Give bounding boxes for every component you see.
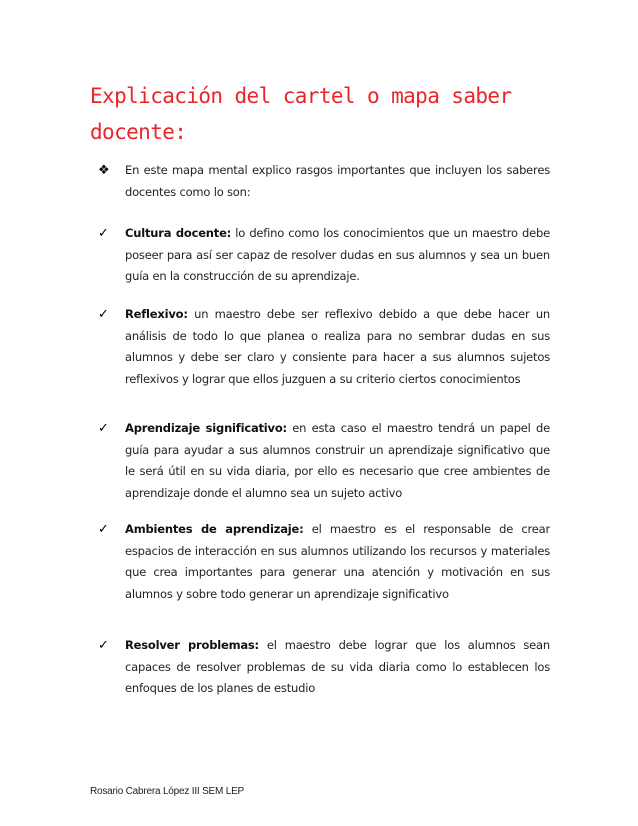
- item-description: un maestro debe ser reflexivo debido a que debe hacer un análisis de todo lo que planea o realiza para no sembrar dudas en sus alumnos y debe ser claro y consiente para hacer a sus alumnos sujetos reflexivos y lograr que ellos juzguen a su criterio ciertos conocimientos: [125, 307, 550, 386]
- item-term: Resolver problemas:: [125, 638, 259, 652]
- list-item-resolver-problemas: [98, 635, 550, 700]
- page-footer: Rosario Cabrera López III SEM LEP: [90, 786, 245, 797]
- check-mark-icon: ✓: [98, 421, 109, 436]
- check-mark-icon: ✓: [98, 307, 109, 322]
- list-item-aprendizaje-significativo: [98, 418, 550, 504]
- check-mark-icon: ✓: [98, 522, 109, 537]
- item-description: en esta caso el maestro tendrá un papel de guía para ayudar a sus alumnos construir un aprendizaje significativo que le será útil en su vida diaria, por ello es necesario que cree ambientes de aprendizaje donde el alumno sea un sujeto activo: [125, 421, 550, 500]
- item-term: Reflexivo:: [125, 307, 188, 321]
- item-description: el maestro debe lograr que los alumnos sean capaces de resolver problemas de su vida diaria como lo establecen los enfoques de los planes de estudio: [125, 638, 550, 695]
- item-description: el maestro es el responsable de crear espacios de interacción en sus alumnos utilizando los recursos y materiales que crea importantes para generar una atención y motivación en sus alumnos y sobre todo generar un aprendizaje significativo: [125, 522, 551, 601]
- list-item-ambientes-de-aprendizaje: [98, 519, 550, 605]
- item-description: lo defino como los conocimientos que un maestro debe poseer para así ser capaz de resolver dudas en sus alumnos y sea un buen guía en la construcción de su aprendizaje.: [125, 226, 550, 283]
- intro-text: En este mapa mental explico rasgos importantes que incluyen los saberes docentes como lo son:: [125, 163, 550, 199]
- item-term: Ambientes de aprendizaje:: [125, 522, 304, 536]
- intro-paragraph: [98, 160, 550, 203]
- item-term: Aprendizaje significativo:: [125, 421, 287, 435]
- page-title: Explicación del cartel o mapa saber docente:: [90, 84, 512, 144]
- list-item-cultura-docente: [98, 223, 550, 288]
- check-mark-icon: ✓: [98, 638, 109, 653]
- check-mark-icon: ✓: [98, 226, 109, 241]
- diamond-four-icon: ❖: [98, 163, 110, 178]
- list-item-reflexivo: [98, 304, 550, 390]
- item-term: Cultura docente:: [125, 226, 232, 240]
